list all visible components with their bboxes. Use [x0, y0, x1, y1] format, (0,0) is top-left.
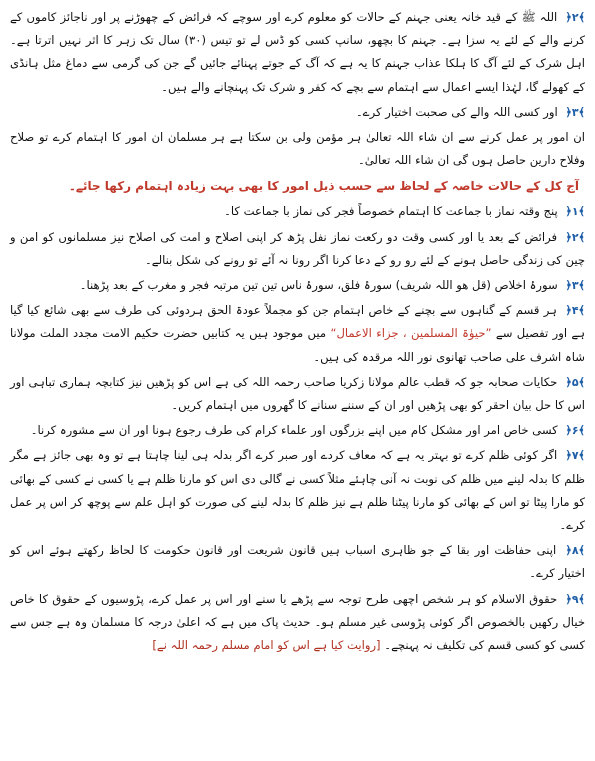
hadith-citation: [روایت کیا ہے اس کو امام مسلم رحمہ اللہ نے]: [152, 638, 381, 653]
list-number: ﴿۵﴾: [565, 375, 585, 389]
list-number: ﴿۶﴾: [565, 424, 585, 438]
list-item-7: [10, 444, 585, 537]
list-item-2: [10, 226, 585, 272]
list-number: ﴿۹﴾: [565, 592, 585, 606]
list-text: ہر قسم کے گناہوں سے بچنے کے خاص اہتمام جن کو مجملاً عودۃ الحق ہردوئی کی طرف سے بھی شائع کیا گیا ہے اور تفصیل سے: [10, 303, 586, 341]
list-item-5: [10, 371, 585, 417]
list-item-8: [10, 539, 585, 585]
point-2-paragraph: [10, 6, 585, 99]
list-number: ﴿۱﴾: [565, 205, 585, 219]
list-text-continued: میں موجود ہیں یہ کتابیں حضرت حکیم الامت مجدد الملت مولانا شاہ اشرف علی صاحب تھانوی نور اللہ مرقدہ کی ہیں۔: [10, 326, 585, 364]
list-number: ﴿۷﴾: [565, 449, 585, 463]
list-item-3: [10, 274, 585, 297]
point-number: ﴿۳﴾: [565, 105, 585, 119]
list-text: حقوق الاسلام کو ہر شخص اچھی طرح توجہ سے پڑھے یا سنے اور اس پر عمل کرے، پڑوسیوں کے حقوق کا خاص خیال رکھیں بالخصوص اگر کوئی پڑوسی غیر مسلم ہو۔ حدیث پاک میں ہے کہ اعلیٰ درجہ کا مسلمان وہ ہے جس سے کسی کو کسی قسم کی تکلیف نہ پہنچے۔: [10, 591, 585, 653]
list-text: حکایات صحابہ جو کہ قطب عالم مولانا زکریا صاحب رحمہ اللہ کی ہے اس کو پڑھیں نیز کتابچہ ہماری تباہی اور اس کا حل بیان احقر کو بھی پڑھیں اور ان کے سننے سنانے کا گھروں میں اہتمام کریں۔: [10, 374, 585, 413]
list-text: اگر کوئی ظلم کرے تو بہتر یہ ہے کہ معاف کردے اور صبر کرے اگر بدلہ ہی لینا چاہتا ہے تو وہ بھی جائز ہے مگر ظلم کا بدلہ لینے میں ظلم کی نوبت نہ آنی چاہئے مثلاً کسی نے گالی دی اس کو مارنا ظلم ہے یا کسی نے کسی کے بھائی کو مارا پیٹا تو اس کے بھائی کو مارنا پیٹنا ظلم ہے نیز ظلم کا بدلہ لینے کی صورت کو اہل علم سے پوچھ کر اس پر عمل کرے۔: [10, 448, 585, 533]
list-number: ﴿۸﴾: [565, 544, 585, 558]
point-text: اللہ ﷺ کے قید خانہ یعنی جہنم کے حالات کو معلوم کرے اور سوچے کہ فرائض کے چھوڑنے پر اور ناجائز کاموں کے کرنے والے کے لئے یہ سزا ہے۔ جہنم کا بچھو، سانپ کسی کو ڈس لے تو تیس (۳۰) سال تک زہر کا اثر نہیں اترتا ہے۔ اہل شرک کے لئے آگ کا ہلکا عذاب جہنم کا یہ ہے کہ آگ کے جوتے پہنائے جائیں گے جن کی گرمی سے دماغ مثل ہانڈی کے کھولے گا، لہٰذا ایسے اعمال سے اہتمام سے بچے کہ کفر و شرک تک پہنچانے والے ہیں۔: [10, 10, 585, 94]
book-titles: ”حیوٰۃ المسلمین ، جزاء الاعمال“: [330, 326, 492, 341]
list-number: ﴿۲﴾: [565, 230, 586, 244]
list-text: کسی خاص امر اور مشکل کام میں اپنے بزرگوں اور علماء کرام کی طرف رجوع ہونا اور ان سے مشورہ کرنا۔: [30, 423, 558, 438]
point-3-paragraph: [10, 101, 585, 124]
list-item-9: [10, 588, 585, 658]
point-text: اور کسی اللہ والے کی صحبت اختیار کرے۔: [356, 104, 558, 119]
list-text: سورۂ اخلاص (قل ھو اللہ شریف) سورۂ فلق، سورۂ ناس تین تین مرتبہ فجر و مغرب کے بعد پڑھنا۔: [79, 278, 558, 293]
section-heading: آج کل کے حالات خاصہ کے لحاظ سے حسب ذیل امور کا بھی بہت زیادہ اہتمام رکھا جائے۔: [68, 179, 579, 194]
list-text: اپنی حفاظت اور بقا کے جو ظاہری اسباب ہیں قانون شریعت اور قانون حکومت کا لحاظ رکھتے ہوئے اس کو اختیار کرے۔: [10, 543, 585, 581]
list-number: ﴿۳﴾: [565, 279, 585, 293]
list-text: فرائض کے بعد یا اور کسی وقت دو رکعت نماز نفل پڑھ کر اپنی اصلاح و امت کی اصلاح نیز مسلمانوں کو امن و چین کی زندگی حاصل ہونے کے لئے رو رو کے دعا کرنا اگر رونا نہ آئے تو رونے کی شکل بنالے۔: [10, 229, 585, 267]
list-number: ﴿۴﴾: [565, 304, 585, 318]
list-item-1: [10, 200, 585, 223]
list-item-4: [10, 299, 585, 369]
list-text: پنج وقتہ نماز با جماعت کا اہتمام خصوصاً فجر کی نماز با جماعت کا۔: [224, 204, 558, 219]
list-item-6: [10, 419, 585, 442]
conclusion-paragraph: ان امور پر عمل کرنے سے ان شاء اللہ تعالیٰ ہر مؤمن ولی بن سکتا ہے ہر مسلمان ان امور کا اہتمام کرے تو صلاح وفلاح دارین حاصل ہوں گی ان شاء اللہ تعالیٰ۔: [10, 130, 585, 168]
point-number: ﴿۲﴾: [565, 11, 586, 24]
